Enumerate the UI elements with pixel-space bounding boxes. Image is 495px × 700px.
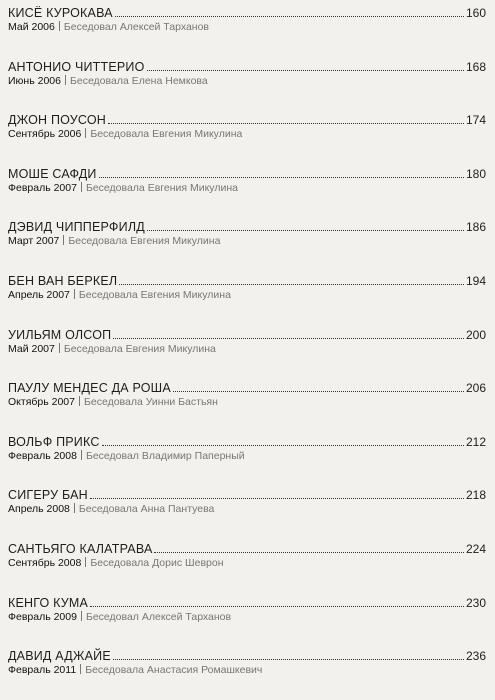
entry-subtitle (8, 343, 486, 356)
separator (63, 235, 64, 245)
page-number: 218 (465, 488, 486, 503)
interviewer: Беседовал Алексей Тарханов (63, 21, 210, 33)
toc-entry (8, 4, 486, 34)
page-number: 160 (465, 6, 486, 20)
separator (81, 611, 82, 621)
toc-entry (8, 218, 486, 248)
interviewer: Беседовала Евгения Микулина (85, 181, 238, 194)
dot-leader (90, 605, 464, 607)
interviewer: Беседовала Евгения Микулина (78, 289, 231, 301)
interviewer: Беседовала Евгения Микулина (90, 128, 243, 141)
toc-entry (8, 486, 486, 516)
toc-title-row (8, 594, 486, 610)
page-number: 230 (465, 595, 486, 610)
toc-title-row (8, 272, 486, 288)
toc-entry (8, 326, 486, 356)
interview-date: Апрель 2007 (8, 289, 70, 301)
toc-title-row (8, 4, 486, 20)
toc-title-row (8, 111, 486, 127)
separator (79, 396, 80, 406)
interviewer: Беседовала Анастасия Ромашкевич (85, 664, 263, 677)
toc-title-row (8, 58, 486, 74)
dot-leader (119, 283, 464, 285)
architect-name: АНТОНИО ЧИТТЕРИО (8, 59, 145, 74)
entry-subtitle (8, 503, 486, 516)
toc-entry (8, 379, 486, 409)
entry-subtitle (8, 21, 486, 34)
page-number: 206 (465, 381, 486, 396)
entry-subtitle (8, 235, 486, 248)
interview-date: Сентябрь 2006 (8, 128, 82, 141)
entry-subtitle (8, 289, 486, 302)
interviewer: Беседовала Уинни Бастьян (83, 396, 218, 409)
toc-title-row (8, 165, 486, 181)
architect-name: ПАУЛУ МЕНДЕС ДА РОША (8, 381, 171, 396)
architect-name: СИГЕРУ БАН (8, 488, 88, 503)
entry-subtitle (8, 664, 486, 677)
page-number: 212 (465, 434, 486, 449)
dot-leader (115, 15, 464, 17)
architect-name: САНТЬЯГО КАЛАТРАВА (8, 542, 153, 556)
interviewer: Беседовала Евгения Микулина (63, 342, 216, 355)
toc-title-row (8, 379, 486, 395)
separator (59, 21, 60, 31)
page-number: 236 (465, 649, 486, 664)
entry-subtitle (8, 450, 486, 463)
interviewer: Беседовала Елена Немкова (69, 74, 208, 87)
separator (85, 557, 86, 567)
dot-leader (108, 122, 464, 124)
toc-entry (8, 58, 486, 88)
toc-entry (8, 165, 486, 195)
dot-leader (147, 229, 464, 231)
architect-name: БЕН ВАН БЕРКЕЛ (8, 274, 118, 288)
architect-name: ДЖОН ПОУСОН (8, 113, 107, 128)
page-number: 168 (465, 59, 486, 74)
entry-subtitle (8, 182, 486, 195)
interview-date: Май 2006 (8, 21, 55, 33)
dot-leader (113, 337, 464, 339)
separator (85, 128, 86, 138)
toc-entry (8, 111, 486, 141)
interviewer: Беседовала Евгения Микулина (68, 235, 221, 248)
dot-leader (90, 497, 464, 499)
toc-title-row (8, 540, 486, 556)
toc-entry (8, 433, 486, 463)
page-number: 180 (465, 166, 486, 181)
page-number: 186 (465, 220, 486, 235)
toc-entry (8, 272, 486, 302)
separator (74, 289, 75, 299)
separator (81, 450, 82, 460)
dot-leader (173, 390, 464, 392)
entry-subtitle (8, 75, 486, 88)
interview-date: Октябрь 2007 (8, 396, 75, 409)
toc-title-row (8, 218, 486, 234)
entry-subtitle (8, 128, 486, 141)
entry-subtitle (8, 557, 486, 570)
interview-date: Апрель 2008 (8, 503, 70, 516)
interview-date: Май 2007 (8, 342, 55, 355)
interview-date: Февраль 2008 (8, 449, 77, 462)
interview-date: Февраль 2009 (8, 610, 77, 623)
architect-name: УИЛЬЯМ ОЛСОП (8, 327, 112, 342)
dot-leader (147, 69, 464, 71)
architect-name: МОШЕ САФДИ (8, 166, 97, 181)
page-number: 224 (465, 542, 486, 556)
page-number: 200 (465, 327, 486, 342)
toc-title-row (8, 433, 486, 449)
interviewer: Беседовала Анна Пантуева (78, 503, 215, 516)
page-number: 194 (465, 274, 486, 288)
separator (59, 343, 60, 353)
separator (74, 503, 75, 513)
toc-entry (8, 647, 486, 677)
toc-title-row (8, 647, 486, 663)
dot-leader (102, 444, 464, 446)
toc-entry (8, 540, 486, 570)
interview-date: Сентябрь 2008 (8, 557, 82, 569)
toc-entry (8, 594, 486, 624)
dot-leader (99, 176, 464, 178)
separator (80, 664, 81, 674)
architect-name: ДАВИД АДЖАЙЕ (8, 649, 111, 664)
toc-title-row (8, 486, 486, 502)
page-number: 174 (465, 113, 486, 128)
dot-leader (154, 551, 463, 553)
toc-title-row (8, 326, 486, 342)
entry-subtitle (8, 611, 486, 624)
interviewer: Беседовал Владимир Паперный (85, 449, 245, 462)
architect-name: КЕНГО КУМА (8, 595, 89, 610)
interview-date: Февраль 2007 (8, 181, 77, 194)
entry-subtitle (8, 396, 486, 409)
interviewer: Беседовала Дорис Шеврон (90, 557, 224, 569)
architect-name: ДЭВИД ЧИППЕРФИЛД (8, 220, 145, 235)
interviewer: Беседовал Алексей Тарханов (85, 610, 232, 623)
architect-name: ВОЛЬФ ПРИКС (8, 434, 100, 449)
dot-leader (113, 658, 464, 660)
separator (81, 182, 82, 192)
interview-date: Март 2007 (8, 235, 60, 248)
separator (65, 75, 66, 85)
interview-date: Июнь 2006 (8, 74, 61, 87)
architect-name: КИСЁ КУРОКАВА (8, 6, 113, 20)
interview-date: Февраль 2011 (8, 664, 77, 677)
